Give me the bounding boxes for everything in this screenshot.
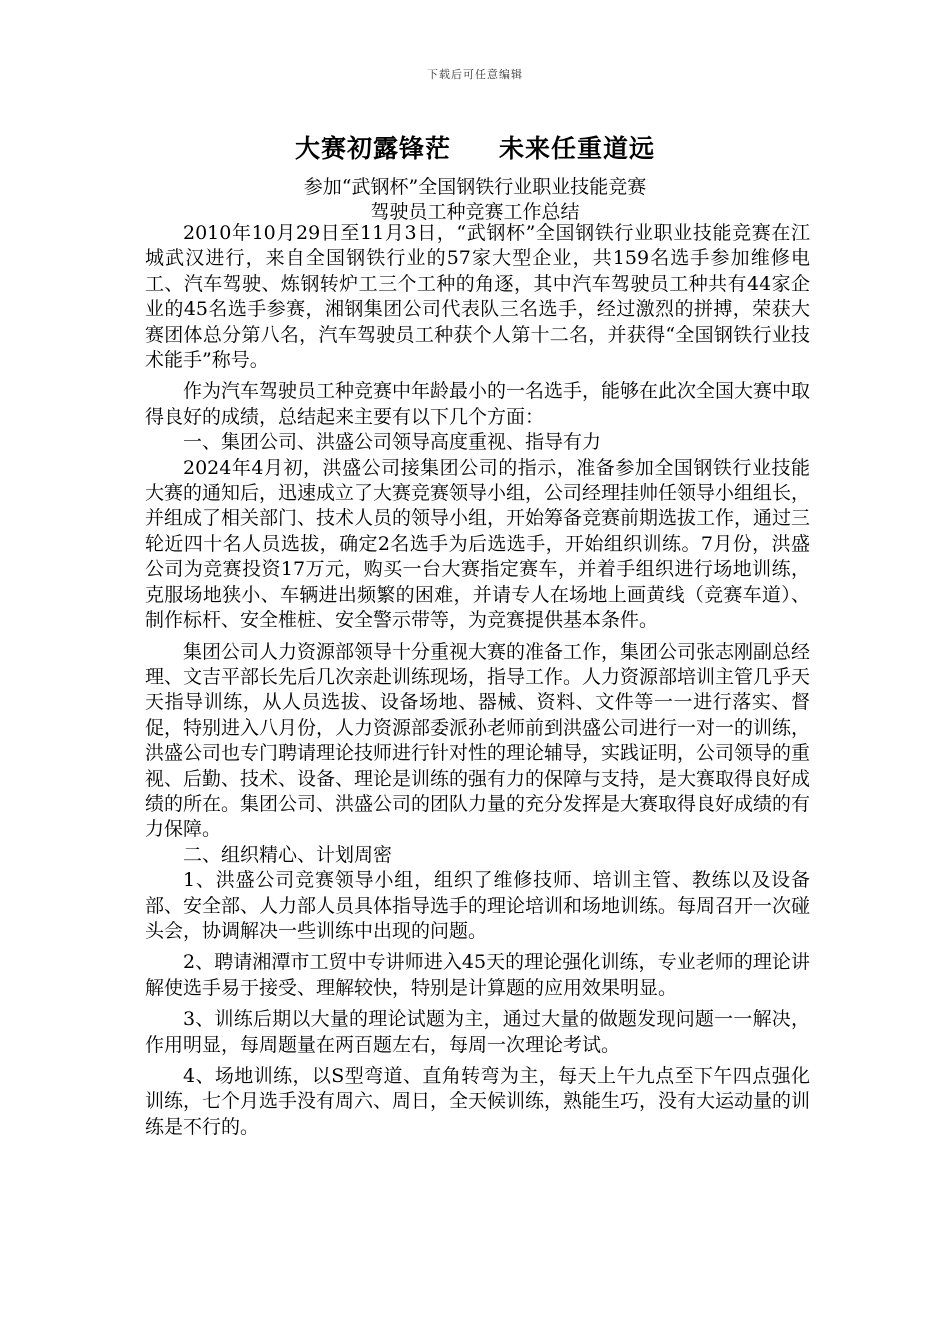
paragraph-item-1: 1、洪盛公司竞赛领导小组，组织了维修技师、培训主管、教练以及设备部、安全部、人力部人员具体指导选手的理论培训和场地训练。每周召开一次碰头会，协调解决一些训练中出现的问题。 (145, 869, 811, 942)
section-heading-2: 二、组织精心、计划周密 (183, 843, 393, 866)
paragraph-item-2: 2、聘请湘潭市工贸中专讲师进入45天的理论强化训练，专业老师的理论讲解使选手易于接受、理解较快，特别是计算题的应用效果明显。 (145, 951, 810, 999)
subtitle-line-1: 参加“武钢杯”全国钢铁行业职业技能竞赛 (303, 176, 647, 198)
page-title (0, 133, 950, 165)
paragraph-section-1b: 集团公司人力资源部领导十分重视大赛的准备工作，集团公司张志刚副总经理、文吉平部长先后几次亲赴训练现场，指导工作。人力资源部培训主管几乎天天指导训练，从人员选拔、设备场地、器械、资料、文件等一一进行落实、督促，特别进入八月份，人力资源部委派孙老师前到洪盛公司进行一对一的训练，洪盛公司也专门聘请理论技师进行针对性的理论辅导，实践证明，公司领导的重视、后勤、技术、设备、理论是训练的强有力的保障与支持，是大赛取得良好成绩的所在。集团公司、洪盛公司的团队力量的充分发挥是大赛取得良好成绩的有力保障。 (145, 640, 811, 841)
document-body (145, 221, 810, 1140)
paragraph-summary-lead: 作为汽车驾驶员工种竞赛中年龄最小的一名选手，能够在此次全国大赛中取得良好的成绩，总结起来主要有以下几个方面： (145, 380, 811, 428)
section-heading-1: 一、集团公司、洪盛公司领导高度重视、指导有力 (183, 431, 602, 454)
title-part-1: 大赛初露锋茫 (294, 134, 451, 163)
paragraph-item-3: 3、训练后期以大量的理论试题为主，通过大量的做题发现问题一一解决，作用明显，每周题量在两百题左右，每周一次理论考试。 (145, 1008, 810, 1056)
paragraph-section-1a: 2024年4月初，洪盛公司接集团公司的指示，准备参加全国钢铁行业技能大赛的通知后，迅速成立了大赛竞赛领导小组，公司经理挂帅任领导小组组长，并组成了相关部门、技术人员的领导小组，开始筹备竞赛前期选拔工作，通过三轮近四十名人员选拔，确定2名选手为后选选手，开始组织训练。7月份，洪盛公司为竞赛投资17万元，购买一台大赛指定赛车，并着手组织进行场地训练，克服场地狭小、车辆进出频繁的困难，并请专人在场地上画黄线（竞赛车道）、制作标杆、安全椎桩、安全警示带等，为竞赛提供基本条件。 (145, 456, 811, 632)
paragraph-intro: 2010年10月29日至11月3日，“武钢杯”全国钢铁行业职业技能竞赛在江城武汉进行，来自全国钢铁行业的57家大型企业，共159名选手参加维修电工、汽车驾驶、炼钢转炉工三个工种的角逐，其中汽车驾驶员工种共有44家企业的45名选手参赛，湘钢集团公司代表队三名选手，经过激烈的拼搏，荣获大赛团体总分第八名，汽车驾驶员工种获个人第十二名，并获得“全国钢铁行业技术能手”称号。 (145, 222, 810, 372)
title-part-2: 未来任重道远 (499, 134, 656, 163)
subtitle-line-2: 驾驶员工种竞赛工作总结 (370, 201, 580, 223)
header-note: 下载后可任意编辑 (427, 68, 523, 81)
paragraph-item-4: 4、场地训练，以S型弯道、直角转弯为主，每天上午九点至下午四点强化训练，七个月选手没有周六、周日，全天候训练，熟能生巧，没有大运动量的训练是不行的。 (145, 1065, 811, 1138)
